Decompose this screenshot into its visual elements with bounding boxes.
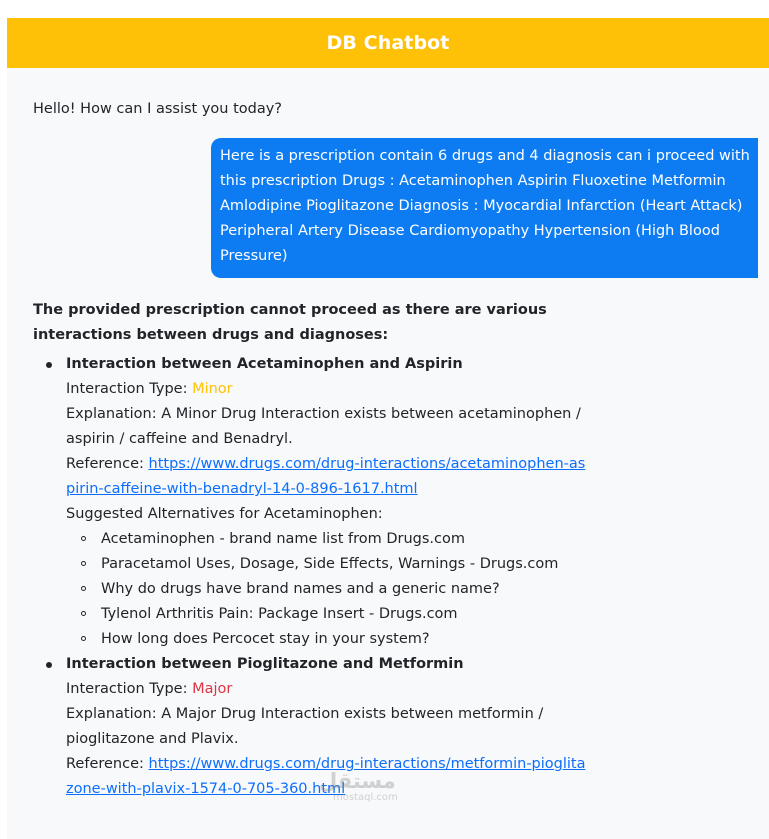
interaction-type-value: Major [192, 681, 233, 697]
interaction-title: Interaction between Pioglitazone and Metformin [66, 656, 464, 672]
interaction-type [66, 377, 593, 402]
reference-link[interactable]: https://www.drugs.com/drug-interactions/metformin-pioglitazone-with-plavix-1574-0-705-360.html [66, 756, 586, 797]
bot-message-greeting: Hello! How can I assist you today? [33, 101, 283, 117]
reference-label: Reference: [66, 456, 149, 472]
interaction-list [33, 352, 593, 802]
chat-header [7, 18, 769, 68]
user-message: Here is a prescription contain 6 drugs and 4 diagnosis can i proceed with this prescription Drugs : Acetaminophen Aspirin Fluoxetine Metformin Amlodipine Pioglitazone Diagnosis : Myocardial Infarction (Heart Attack) Peripheral Artery Disease Cardiomyopathy Hypertension (High Blood Pressure) [211, 138, 758, 278]
interaction-type-label: Interaction Type: [66, 681, 193, 697]
alternative-item: Why do drugs have brand names and a generic name? [66, 577, 593, 602]
interaction-item [33, 652, 593, 802]
chat-window [7, 18, 769, 839]
reference-link[interactable]: https://www.drugs.com/drug-interactions/acetaminophen-aspirin-caffeine-with-benadryl-14-0-896-1617.html [66, 456, 586, 497]
interaction-type-label: Interaction Type: [66, 381, 193, 397]
interaction-explanation: Explanation: A Major Drug Interaction exists between metformin / pioglitazone and Plavix. [66, 706, 544, 747]
alternative-item: Acetaminophen - brand name list from Drugs.com [66, 527, 593, 552]
answer-intro: The provided prescription cannot proceed as there are various interactions between drugs and diagnoses: [33, 302, 547, 343]
chat-title: DB Chatbot [326, 32, 450, 54]
interaction-item [33, 352, 593, 652]
bot-message-answer [33, 298, 593, 802]
alternative-item: How long does Percocet stay in your system? [66, 627, 593, 652]
alternative-item: Tylenol Arthritis Pain: Package Insert - Drugs.com [66, 602, 593, 627]
interaction-explanation: Explanation: A Minor Drug Interaction exists between acetaminophen / aspirin / caffeine and Benadryl. [66, 406, 581, 447]
interaction-type-value: Minor [192, 381, 233, 397]
reference-label: Reference: [66, 756, 149, 772]
watermark-logo: مستقل [319, 769, 396, 793]
interaction-title: Interaction between Acetaminophen and Aspirin [66, 356, 463, 372]
alternative-item: Paracetamol Uses, Dosage, Side Effects, Warnings - Drugs.com [66, 552, 593, 577]
alternatives-heading: Suggested Alternatives for Acetaminophen: [66, 506, 383, 522]
alternatives-list [66, 527, 593, 652]
interaction-type [66, 677, 593, 702]
interaction-reference [66, 452, 593, 502]
watermark-url: mostaql.com [333, 792, 398, 803]
